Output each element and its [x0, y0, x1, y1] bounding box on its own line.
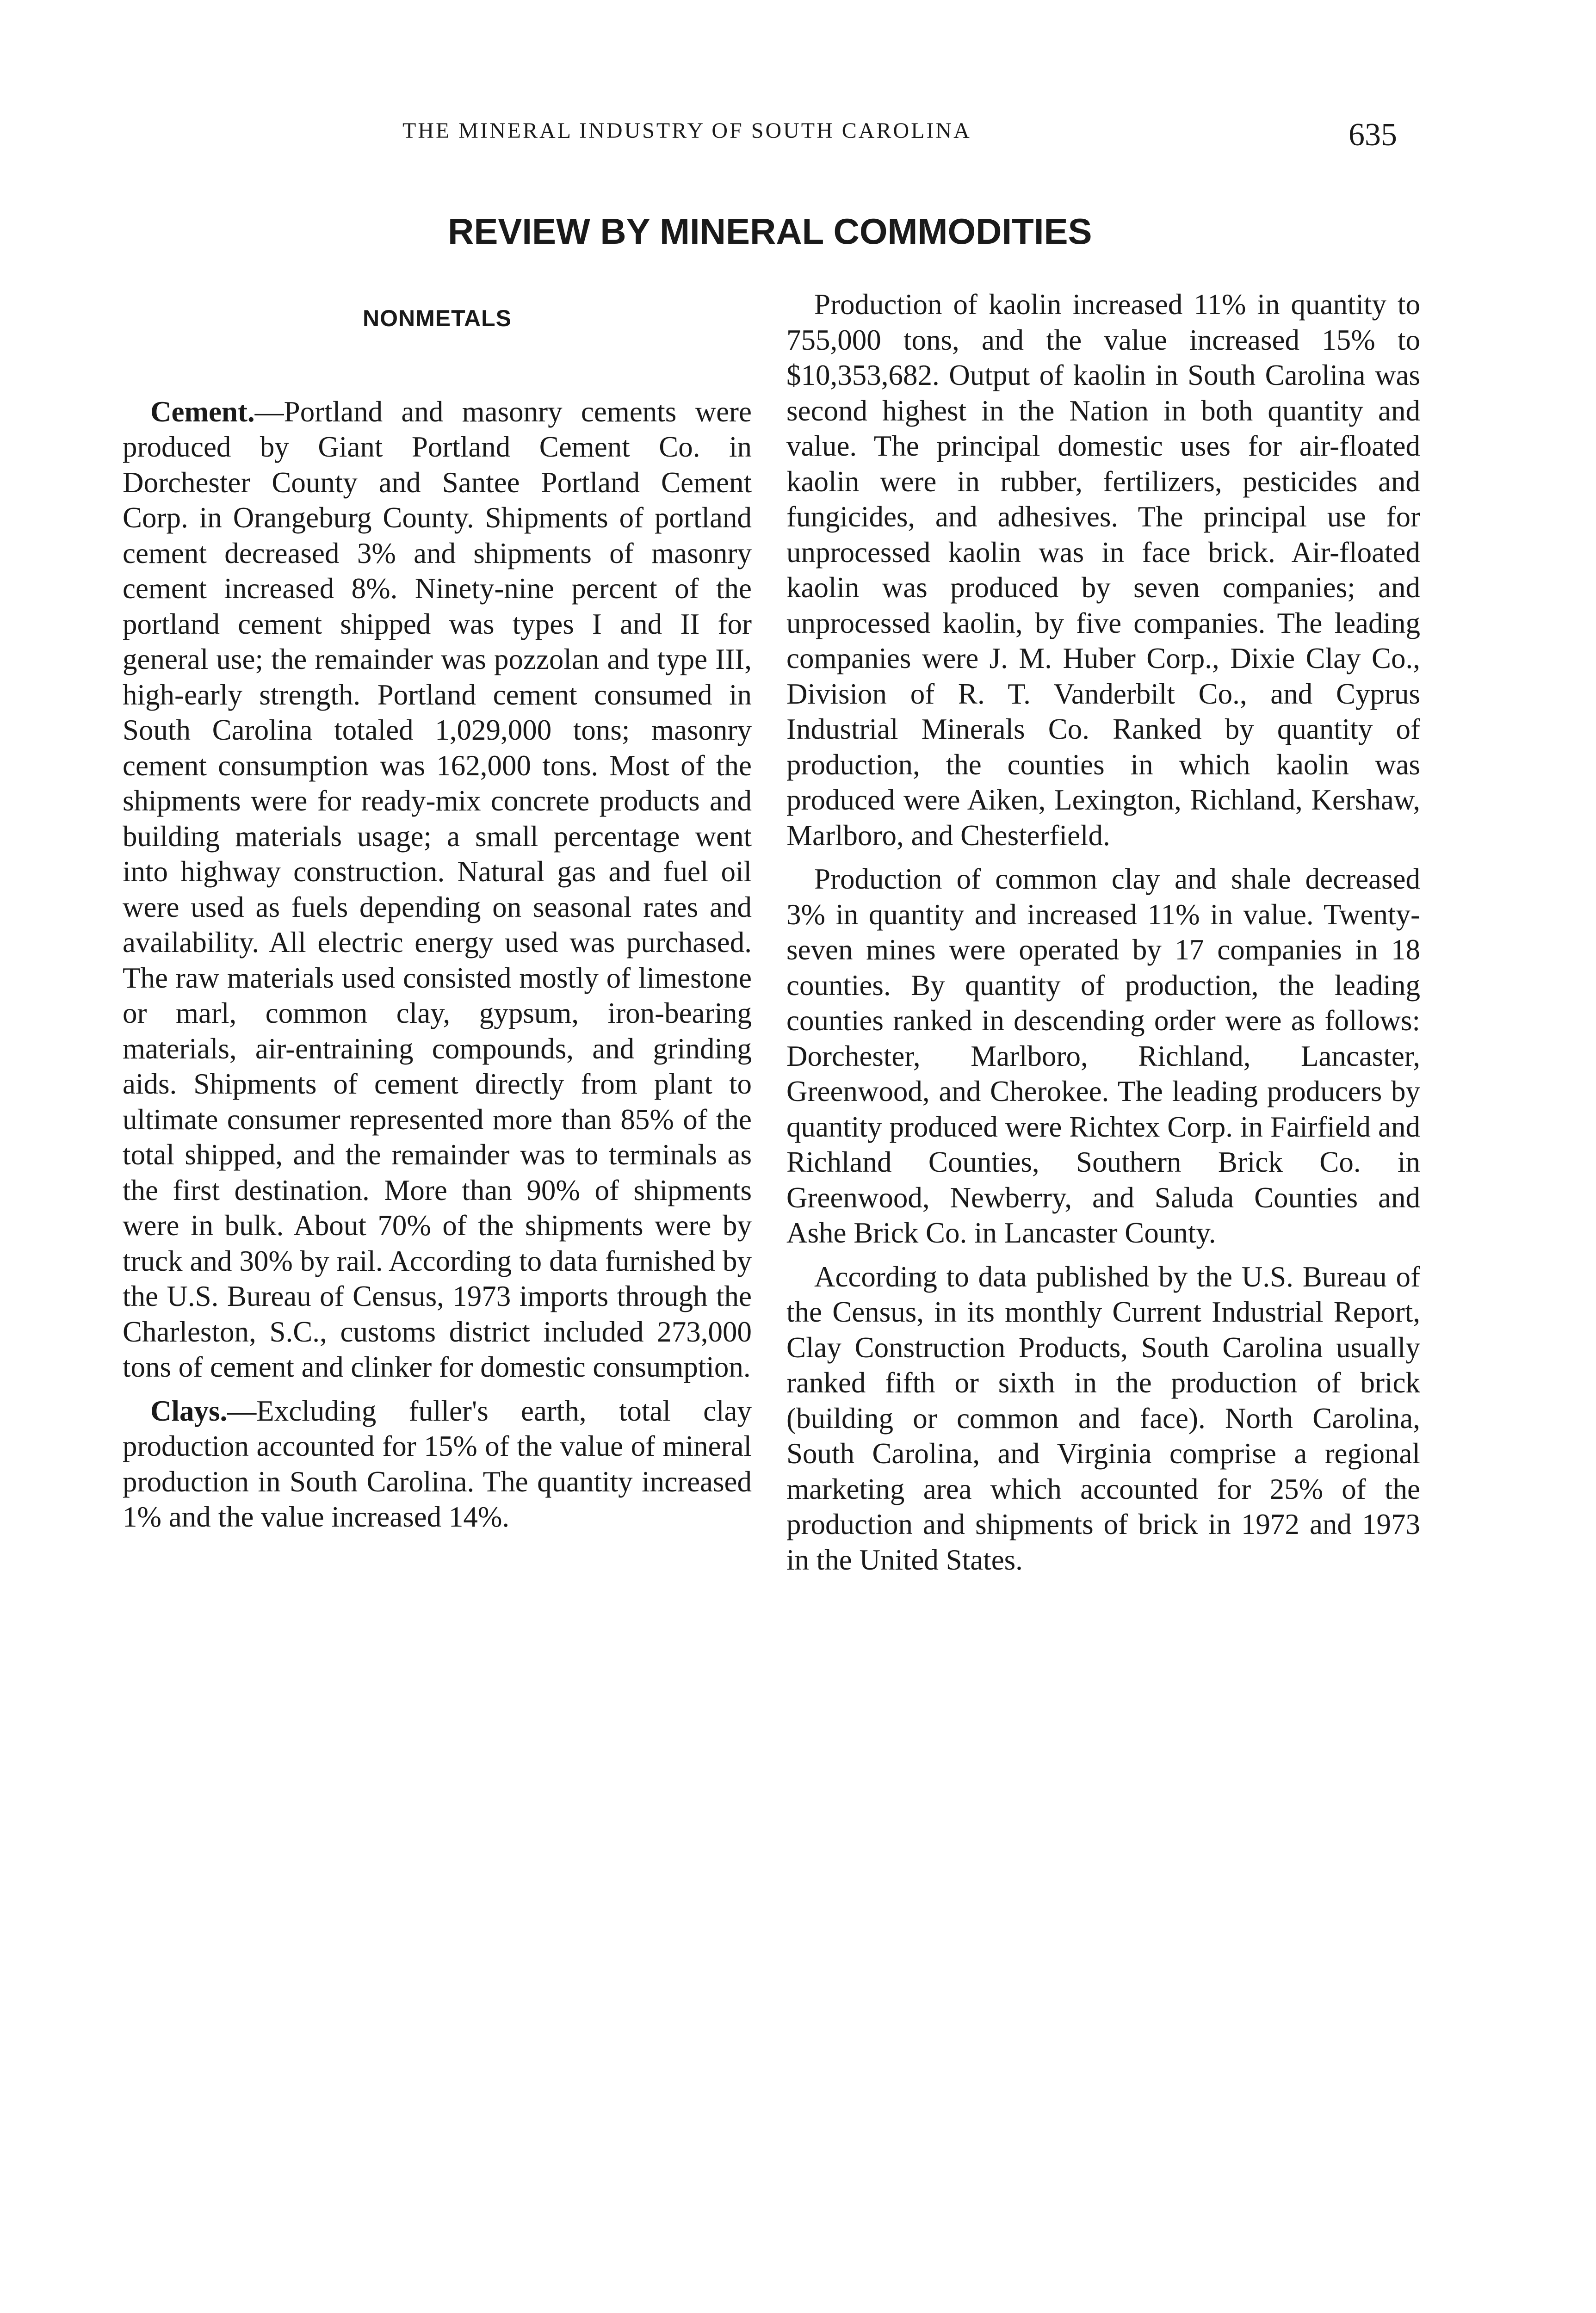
left-column — [123, 305, 752, 1543]
brick-census-paragraph: According to data published by the U.S. Bureau of the Census, in its monthly Current Industrial Report, Clay Construction Products, South Carolina usually ranked fifth or sixth in the production of brick (building or common and face). North Carolina, South Carolina, and Virginia comprise a regional marketing area which accounted for 25% of the production and shipments of brick in 1972 and 1973 in the United States. — [786, 1260, 1420, 1576]
page-number: 635 — [1349, 117, 1397, 153]
clays-text: —Excluding fuller's earth, total clay production accounted for 15% of the value of mineral production in South Carolina. The quantity increased 1% and the value increased 14%. — [123, 1394, 752, 1533]
nonmetals-subhead: NONMETALS — [363, 305, 512, 331]
right-column — [786, 287, 1420, 1586]
cement-text: —Portland and masonry cements were produced by Giant Portland Cement Co. in Dorchester County and Santee Portland Cement Corp. in Orangeburg County. Shipments of portland cement decreased 3% and shipments of masonry cement increased 8%. Ninety-nine percent of the portland cement shipped was types I and II for general use; the remainder was pozzolan and type III, high-early strength. Portland cement consumed in South Carolina totaled 1,029,000 tons; masonry cement consumption was 162,000 tons. Most of the shipments were for ready-mix concrete products and building materials usage; a small percentage went into highway construction. Natural gas and fuel oil were used as fuels depending on seasonal rates and availability. All electric energy used was purchased. The raw materials used consisted mostly of limestone or marl, common clay, gypsum, iron-bearing materials, air-entraining compounds, and grinding aids. Shipments of cement directly from plant to ultimate consumer represented more than 85% of the total shipped, and the remainder was to terminals as the first destination. More than 90% of shipments were in bulk. About 70% of the shipments were by truck and 30% by rail. According to data furnished by the U.S. Bureau of Census, 1973 imports through the Charleston, S.C., customs district included 273,000 tons of cement and clinker for domestic consumption. — [123, 395, 752, 1383]
kaolin-paragraph: Production of kaolin increased 11% in quantity to 755,000 tons, and the value increased 15% to $10,353,682. Output of kaolin in South Carolina was second highest in the Nation in both quantity and value. The principal domestic uses for air-floated kaolin were in rubber, fertilizers, pesticides and fungicides, and adhesives. The principal use for unprocessed kaolin was in face brick. Air-floated kaolin was produced by seven companies; and unprocessed kaolin, by five companies. The leading companies were J. M. Huber Corp., Dixie Clay Co., Division of R. T. Vanderbilt Co., and Cyprus Industrial Minerals Co. Ranked by quantity of production, the counties in which kaolin was produced were Aiken, Lexington, Richland, Kershaw, Marlboro, and Chesterfield. — [786, 288, 1420, 852]
cement-heading: Cement. — [150, 395, 255, 428]
cement-paragraph — [123, 394, 752, 1385]
common-clay-paragraph: Production of common clay and shale decreased 3% in quantity and increased 11% in value. Twenty-seven mines were operated by 17 companies in 18 counties. By quantity of production, the leading counties ranked in descending order were as follows: Dorchester, Marlboro, Richland, Lancaster, Greenwood, and Cherokee. The leading producers by quantity produced were Richtex Corp. in Fairfield and Richland Counties, Southern Brick Co. in Greenwood, Newberry, and Saluda Counties and Ashe Brick Co. in Lancaster County. — [786, 863, 1420, 1249]
running-head: THE MINERAL INDUSTRY OF SOUTH CAROLINA — [402, 118, 971, 143]
section-title: REVIEW BY MINERAL COMMODITIES — [448, 211, 1092, 252]
clays-paragraph — [123, 1393, 752, 1535]
clays-heading: Clays. — [150, 1394, 228, 1427]
